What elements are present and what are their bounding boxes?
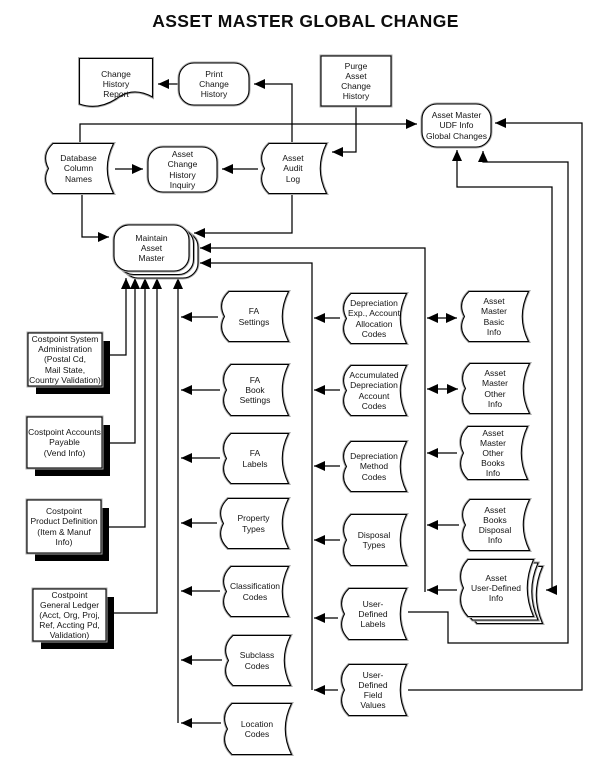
user-defined-field-values [338,663,408,717]
print-change-history [178,62,250,106]
accumulated-depreciation-account-codes [340,364,408,417]
edge-db-names-to-udf [80,124,417,142]
purge-asset-change-history-shape [320,55,392,107]
edge-purge-to-audit-log [332,107,356,152]
print-change-history-shape [178,62,250,106]
fa-settings [218,290,290,343]
location-codes-shape [221,702,293,756]
asset-master-basic-info-shape [458,290,530,343]
asset-books-disposal-info-label: Asset Books Disposal Info [478,504,512,546]
costpoint-system-administration [27,332,103,387]
change-history-report-label: Change History Report [101,68,131,99]
property-types [217,497,290,550]
asset-audit-log-shape [258,142,328,195]
fa-book-settings-shape [220,363,290,417]
fa-settings-shape [218,290,290,343]
costpoint-accounts-payable-shape [26,416,103,469]
asset-user-defined-info [457,558,535,618]
classification-codes [220,565,290,618]
asset-user-defined-info-shape [457,558,535,618]
database-column-names [42,142,115,195]
property-types-label: Property Types [237,513,270,534]
costpoint-accounts-payable [26,416,103,469]
costpoint-system-administration-label: Costpoint System Administration (Postal Cd, Mail State, Country Validation) [29,334,101,385]
asset-master-other-info [459,362,531,415]
fa-book-settings-label: FA Book Settings [239,374,271,405]
user-defined-labels-shape [338,587,408,641]
asset-master-other-books-info [457,425,529,481]
asset-master-other-books-info-shape [457,425,529,481]
asset-audit-log-label: Asset Audit Log [282,153,304,184]
change-history-report-shape [78,57,154,111]
depreciation-method-codes [340,440,408,493]
asset-master-udf-global-changes-label: Asset Master UDF Info Global Changes [426,110,487,141]
purge-asset-change-history [320,55,392,107]
fa-labels [220,432,290,485]
costpoint-general-ledger [32,588,107,642]
edge-db-names-to-mam [82,195,109,237]
asset-audit-log [258,142,328,195]
classification-codes-label: Classification Codes [229,581,281,602]
change-history-report [78,57,154,111]
purge-asset-change-history-label: Purge Asset Change History [341,60,371,102]
maintain-asset-master [113,224,190,272]
edge-product-definition-to-mam [102,278,145,527]
diagram-title: ASSET MASTER GLOBAL CHANGE [152,11,459,31]
costpoint-system-administration-shape [27,332,103,387]
property-types-shape [217,497,290,550]
asset-books-disposal-info-shape [459,498,531,552]
edge-general-ledger-to-mam [107,278,157,613]
database-column-names-label: Database Column Names [60,153,97,184]
asset-master-udf-global-changes [421,103,492,148]
accumulated-depreciation-account-codes-label: Accumulated Depreciation Account Codes [349,370,399,411]
user-defined-field-values-shape [338,663,408,717]
print-change-history-label: Print Change History [199,68,229,99]
maintain-asset-master-label: Maintain Asset Master [135,232,168,263]
costpoint-accounts-payable-label: Costpoint Accounts Payable (Vend Info) [28,427,101,458]
costpoint-product-definition [26,499,102,554]
depreciation-exp-account-allocation-codes-shape [340,292,408,345]
asset-change-history-inquiry-label: Asset Change History Inquiry [167,149,198,190]
costpoint-product-definition-label: Costpoint Product Definition (Item & Manuf Info) [30,506,98,547]
subclass-codes [222,634,292,687]
disposal-types-label: Disposal Types [357,529,391,550]
costpoint-general-ledger-shape [32,588,107,642]
location-codes-label: Location Codes [240,718,274,739]
user-defined-labels-label: User- Defined Labels [358,598,388,629]
user-defined-field-values-label: User- Defined Field Values [358,669,388,711]
disposal-types [340,513,408,567]
depreciation-method-codes-label: Depreciation Method Codes [350,451,398,482]
accumulated-depreciation-account-codes-shape [340,364,408,417]
asset-master-other-books-info-label: Asset Master Other Books Info [480,427,506,479]
fa-labels-label: FA Labels [242,448,268,469]
depreciation-method-codes-shape [340,440,408,493]
depreciation-exp-account-allocation-codes [340,292,408,345]
asset-master-other-info-shape [459,362,531,415]
asset-master-basic-info-label: Asset Master Basic Info [481,296,507,337]
asset-master-udf-global-changes-shape [421,103,492,148]
asset-user-defined-info-label: Asset User-Defined Info [470,572,522,603]
asset-change-history-inquiry-shape [147,146,218,193]
database-column-names-shape [42,142,115,195]
user-defined-labels [338,587,408,641]
asset-master-basic-info [458,290,530,343]
disposal-types-shape [340,513,408,567]
classification-codes-shape [220,565,290,618]
asset-master-other-info-label: Asset Master Other Info [482,368,508,409]
fa-labels-shape [220,432,290,485]
subclass-codes-shape [222,634,292,687]
costpoint-general-ledger-label: Costpoint General Ledger (Acct, Org, Proj, Ref, Accting Pd, Validation) [39,589,100,641]
depreciation-exp-account-allocation-codes-label: Depreciation Exp., Account Allocation Codes [348,298,400,339]
edge-audit-log-to-mam [194,195,292,233]
costpoint-product-definition-shape [26,499,102,554]
asset-change-history-inquiry [147,146,218,193]
fa-book-settings [220,363,290,417]
location-codes [221,702,293,756]
maintain-asset-master-shape [113,224,190,272]
asset-books-disposal-info [459,498,531,552]
subclass-codes-label: Subclass Codes [239,650,275,671]
fa-settings-label: FA Settings [238,306,270,327]
edge-audit-log-to-print [254,84,292,142]
